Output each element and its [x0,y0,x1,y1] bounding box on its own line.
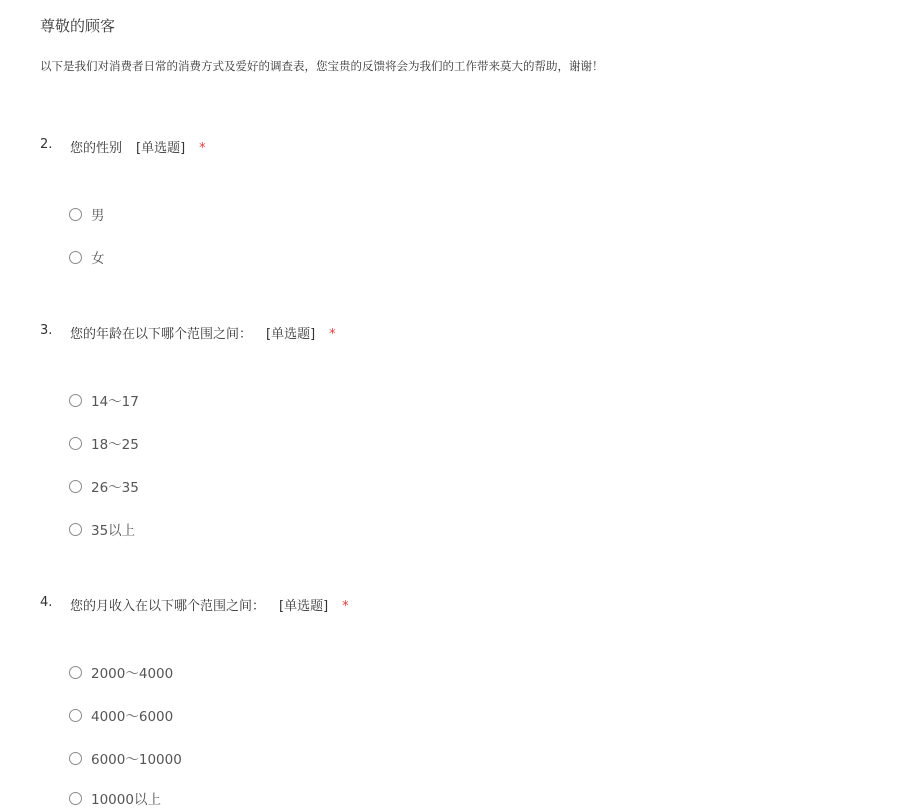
option-label: 2000～4000 [91,666,174,682]
required-marker: * [329,327,336,342]
radio-button[interactable] [69,523,82,536]
option-label: 26～35 [91,480,139,496]
option-age-35-plus[interactable] [69,519,135,539]
radio-button[interactable] [69,208,82,221]
option-label: 18～25 [91,437,139,453]
question-text: 您的性别 [70,141,123,156]
option-female[interactable] [69,247,105,267]
question-type-badge: [单选题] [266,327,316,342]
option-age-26-35[interactable] [69,476,139,496]
required-marker: * [199,141,206,156]
radio-button[interactable] [69,709,82,722]
option-age-14-17[interactable] [69,390,139,410]
question-number: 4. [40,595,53,610]
required-marker: * [342,599,349,614]
option-income-2000-4000[interactable] [69,662,173,682]
option-label: 4000～6000 [91,709,174,725]
option-income-4000-6000[interactable] [69,705,173,725]
radio-button[interactable] [69,251,82,264]
option-label: 男 [91,208,105,224]
radio-button[interactable] [69,752,82,765]
radio-button[interactable] [69,437,82,450]
option-label: 10000以上 [91,792,161,808]
radio-button[interactable] [69,394,82,407]
question-text: 您的月收入在以下哪个范围之间： [70,599,266,614]
radio-button[interactable] [69,480,82,493]
question-type-badge: [单选题] [279,599,329,614]
option-male[interactable] [69,204,105,224]
option-label: 35以上 [91,523,136,539]
survey-intro: 以下是我们对消费者日常的消费方式及爱好的调查表，您宝贵的反馈将会为我们的工作带来莫大的帮助，谢谢！ [40,59,604,73]
question-number: 3. [40,323,53,338]
radio-button[interactable] [69,792,82,805]
option-label: 女 [91,251,105,267]
option-label: 6000～10000 [91,752,182,768]
option-income-6000-10000[interactable] [69,748,182,768]
option-income-10000-plus[interactable] [69,788,161,808]
greeting-title: 尊敬的顾客 [40,17,116,35]
question-text: 您的年龄在以下哪个范围之间： [70,327,253,342]
option-label: 14～17 [91,394,139,410]
question-number: 2. [40,137,53,152]
option-age-18-25[interactable] [69,433,139,453]
question-type-badge: [单选题] [136,141,186,156]
radio-button[interactable] [69,666,82,679]
